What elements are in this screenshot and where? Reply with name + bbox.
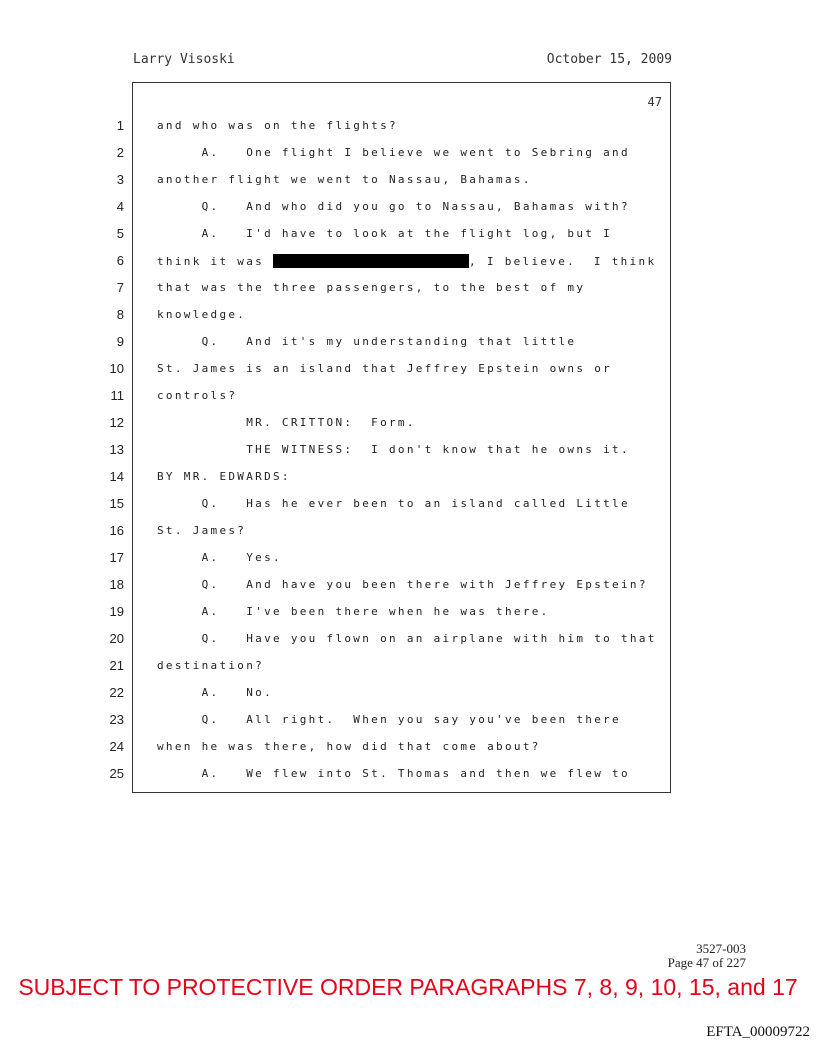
line-text-after-redaction: , I believe. I think: [469, 255, 657, 268]
redaction-bar: [273, 254, 469, 268]
transcript-line: THE WITNESS: I don't know that he owns it.: [157, 443, 630, 456]
transcript-page-number: 47: [647, 95, 662, 109]
line-number: 16: [109, 523, 124, 538]
efta-document-id: EFTA_00009722: [706, 1024, 810, 1040]
transcript-line: another flight we went to Nassau, Bahamas.: [157, 173, 532, 186]
bates-case-number: 3527-003: [696, 941, 746, 956]
line-number: 24: [109, 739, 124, 754]
line-number: 2: [116, 145, 124, 160]
line-number: 6: [116, 253, 124, 268]
transcript-line: when he was there, how did that come about?: [157, 740, 541, 753]
line-number: 13: [109, 442, 124, 457]
transcript-line: controls?: [157, 389, 238, 402]
line-number: 23: [109, 712, 124, 727]
line-number: 11: [110, 388, 124, 403]
line-number: 20: [109, 631, 124, 646]
bates-page-count: Page 47 of 227: [667, 955, 746, 970]
transcript-line: MR. CRITTON: Form.: [157, 416, 416, 429]
transcript-line: A. Yes.: [157, 551, 282, 564]
line-number: 19: [109, 604, 124, 619]
line-number: 7: [116, 280, 124, 295]
transcript-line: Q. And it's my understanding that little: [157, 335, 577, 348]
line-number: 22: [109, 685, 124, 700]
line-number: 14: [109, 469, 124, 484]
header-date: October 15, 2009: [546, 52, 672, 67]
transcript-line: BY MR. EDWARDS:: [157, 470, 291, 483]
line-number: 1: [116, 118, 124, 133]
transcript-line: St. James is an island that Jeffrey Epstein owns or: [157, 362, 613, 375]
transcript-line: destination?: [157, 659, 265, 672]
protective-order-notice: SUBJECT TO PROTECTIVE ORDER PARAGRAPHS 7, 8, 9, 10, 15, and 17: [18, 974, 798, 1000]
line-number: 4: [116, 199, 124, 214]
line-number: 15: [109, 496, 124, 511]
line-number: 18: [109, 577, 124, 592]
line-number: 12: [109, 415, 124, 430]
transcript-line: Q. And who did you go to Nassau, Bahamas with?: [157, 200, 630, 213]
line-number: 8: [116, 307, 124, 322]
transcript-line: A. No.: [157, 686, 273, 699]
line-number: 9: [116, 334, 124, 349]
transcript-line: Q. Has he ever been to an island called Little: [157, 497, 630, 510]
transcript-line: and who was on the flights?: [157, 119, 398, 132]
line-number: 10: [109, 361, 124, 376]
transcript-line: A. One flight I believe we went to Sebring and: [157, 146, 630, 159]
transcript-line: knowledge.: [157, 308, 247, 321]
line-number: 5: [116, 226, 124, 241]
transcript-line: Q. And have you been there with Jeffrey Epstein?: [157, 578, 648, 591]
line-number: 3: [116, 172, 124, 187]
transcript-line: A. We flew into St. Thomas and then we flew to: [157, 767, 630, 780]
transcript-line: [157, 254, 656, 268]
line-number: 21: [109, 658, 124, 673]
transcript-line: St. James?: [157, 524, 247, 537]
transcript-line: A. I'd have to look at the flight log, but I: [157, 227, 613, 240]
transcript-line: that was the three passengers, to the best of my: [157, 281, 586, 294]
line-number: 25: [109, 766, 124, 781]
transcript-line: A. I've been there when he was there.: [157, 605, 550, 618]
line-number: 17: [109, 550, 124, 565]
line-text-before-redaction: think it was: [157, 255, 273, 268]
transcript-line: Q. Have you flown on an airplane with him to that: [157, 632, 657, 645]
transcript-line: Q. All right. When you say you've been there: [157, 713, 621, 726]
header-witness-name: Larry Visoski: [133, 52, 235, 67]
